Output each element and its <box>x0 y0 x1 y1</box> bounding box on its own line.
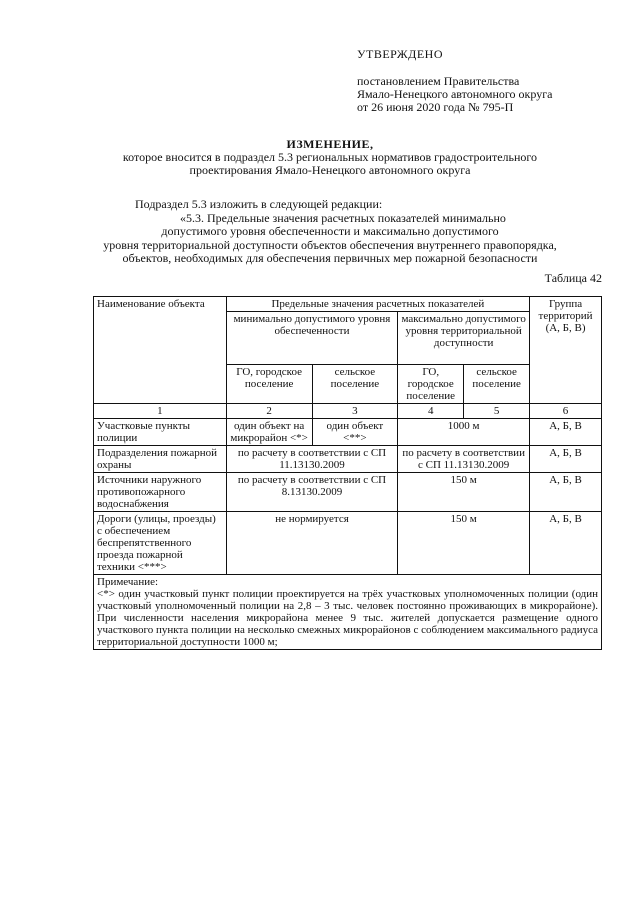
intro-line: допустимого уровня обеспеченности и максимально допустимого <box>161 224 499 238</box>
row-min-rural: один объект <**> <box>312 419 398 446</box>
approval-stamp <box>357 48 552 114</box>
table-label: Таблица 42 <box>544 271 602 285</box>
header-rural: сельское поселение <box>312 365 398 404</box>
table-row <box>94 512 602 575</box>
approval-title: УТВЕРЖДЕНО <box>357 47 444 61</box>
header-object-name: Наименование объекта <box>94 297 227 404</box>
intro-line: «5.3. Предельные значения расчетных показателей минимально <box>180 210 506 225</box>
row-max-access: 1000 м <box>398 419 530 446</box>
row-group: А, Б, В <box>530 512 602 575</box>
heading-subtitle: которое вносится в подраздел 5.3 региональных нормативов градостроительного <box>122 150 538 164</box>
intro-line: Подраздел 5.3 изложить в следующей редакции: <box>135 197 383 211</box>
header-go-urban: ГО, городское поселение <box>398 365 464 404</box>
row-min-level: по расчету в соответствии с СП 11.13130.2009 <box>226 446 398 473</box>
column-number: 5 <box>464 404 530 419</box>
header-territory-group: Группа территорий (А, Б, В) <box>530 297 602 404</box>
approval-line: Ямало-Ненецкого автономного округа <box>357 87 553 101</box>
header-go-urban: ГО, городское поселение <box>226 365 312 404</box>
row-group: А, Б, В <box>530 446 602 473</box>
row-min-go: один объект на микрорайон <*> <box>226 419 312 446</box>
column-number: 4 <box>398 404 464 419</box>
row-max-access: 150 м <box>398 473 530 512</box>
table-row <box>94 473 602 512</box>
row-min-level: не нормируется <box>226 512 398 575</box>
row-group: А, Б, В <box>530 473 602 512</box>
column-number: 3 <box>312 404 398 419</box>
row-max-access: 150 м <box>398 512 530 575</box>
row-object-name: Источники наружного противопожарного водоснабжения <box>94 473 227 512</box>
row-group: А, Б, В <box>530 419 602 446</box>
row-object-name: Дороги (улицы, проезды) с обеспечением беспрепятственного проезда пожарной техники <***> <box>94 512 227 575</box>
note-title: Примечание: <box>97 576 159 588</box>
row-object-name: Подразделения пожарной охраны <box>94 446 227 473</box>
approval-line: от 26 июня 2020 года № 795-П <box>357 100 514 114</box>
row-object-name: Участковые пункты полиции <box>94 419 227 446</box>
header-limit-values: Предельные значения расчетных показателей <box>226 297 529 312</box>
intro-text <box>80 198 580 266</box>
approval-line: постановлением Правительства <box>357 74 520 88</box>
heading-title: ИЗМЕНЕНИЕ, <box>286 137 374 151</box>
document-heading <box>60 138 600 177</box>
header-max-access: максимально допустимого уровня территориальной доступности <box>398 312 530 365</box>
heading-subtitle: проектирования Ямало-Ненецкого автономного округа <box>189 163 471 177</box>
intro-line: объектов, необходимых для обеспечения первичных мер пожарной безопасности <box>122 251 538 265</box>
column-number: 2 <box>226 404 312 419</box>
table-row <box>94 419 602 446</box>
note-text: <*> один участковый пункт полиции проектируется на трёх участковых уполномоченных полиции (один участковый уполномоченный полиции на 2,8 – 3 тыс. человек постоянно проживающих в микрорайоне). При численности населения микрорайона менее 9 тыс. жителей допускается размещение одного участкового пункта полиции на несколько смежных микрорайонов с соблюдением максимального радиуса территориальной доступности 1000 м; <box>97 588 598 648</box>
header-rural: сельское поселение <box>464 365 530 404</box>
column-number: 6 <box>530 404 602 419</box>
header-min-level: минимально допустимого уровня обеспеченности <box>226 312 398 365</box>
table-note <box>94 575 602 650</box>
intro-line: уровня территориальной доступности объектов обеспечения внутреннего правопорядка, <box>103 237 557 252</box>
column-number: 1 <box>94 404 227 419</box>
row-max-access: по расчету в соответствии с СП 11.13130.2009 <box>398 446 530 473</box>
indicators-table <box>93 296 602 650</box>
table-row <box>94 446 602 473</box>
row-min-level: по расчету в соответствии с СП 8.13130.2009 <box>226 473 398 512</box>
